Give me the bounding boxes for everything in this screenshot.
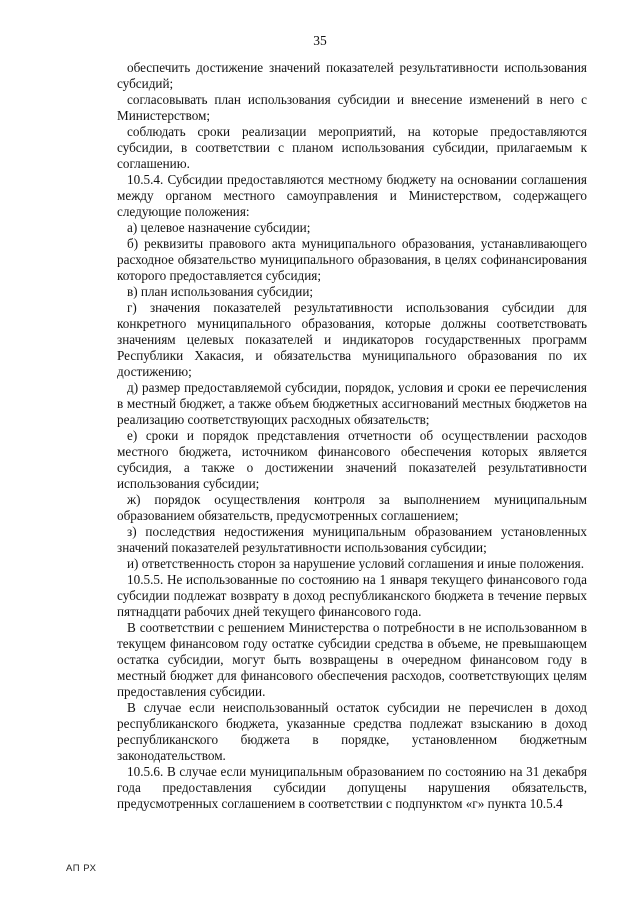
paragraph: б) реквизиты правового акта муниципального образования, устанавливающего расходное обязательство муниципального образования, в целях софинансирования которого предоставляется субсидия; bbox=[117, 236, 587, 283]
paragraph: 10.5.5. Не использованные по состоянию на 1 января текущего финансового года субсидии подлежат возврату в доход республиканского бюджета в течение первых пятнадцати рабочих дней текущего финансового года. bbox=[117, 572, 587, 619]
paragraph: и) ответственность сторон за нарушение условий соглашения и иные положения. bbox=[127, 556, 585, 571]
paragraph: обеспечить достижение значений показателей результативности использования субсидий; bbox=[117, 60, 587, 91]
paragraph: д) размер предоставляемой субсидии, порядок, условия и сроки ее перечисления в местный бюджет, а также объем бюджетных ассигнований местных бюджетов на реализацию соответствующих расходных обязательств; bbox=[117, 380, 587, 427]
paragraph: соблюдать сроки реализации мероприятий, на которые предоставляются субсидии, в соответствии с планом использования субсидии, прилагаемым к соглашению. bbox=[117, 124, 587, 171]
paragraph: а) целевое назначение субсидии; bbox=[127, 220, 311, 235]
paragraph: согласовывать план использования субсидии и внесение изменений в него с Министерством; bbox=[117, 92, 587, 123]
paragraph: ж) порядок осуществления контроля за выполнением муниципальным образованием обязательств, предусмотренных соглашением; bbox=[117, 492, 587, 523]
paragraph: В соответствии с решением Министерства о потребности в не использованном в текущем финансовом году остатке субсидии средства в объеме, не превышающем остатка субсидии, могут быть возвращены в очередном финансовом году в местный бюджет для финансового обеспечения расходов, соответствующих целям предоставления субсидии. bbox=[117, 620, 587, 699]
page-number: 35 bbox=[313, 33, 327, 48]
paragraph: В случае если неиспользованный остаток субсидии не перечислен в доход республиканского бюджета, указанные средства подлежат взысканию в доход республиканского бюджета в порядке, установленном бюджетным законодательством. bbox=[117, 700, 587, 763]
paragraph: е) сроки и порядок представления отчетности об осуществлении расходов местного бюджета, источником финансового обеспечения которых является субсидия, а также о достижении значений показателей результативности использования субсидии; bbox=[117, 428, 587, 491]
document-body bbox=[117, 60, 587, 812]
footer-mark: АП РХ bbox=[66, 863, 97, 874]
paragraph: 10.5.4. Субсидии предоставляются местному бюджету на основании соглашения между органом местного самоуправления и Министерством, содержащего следующие положения: bbox=[117, 172, 587, 219]
paragraph: 10.5.6. В случае если муниципальным образованием по состоянию на 31 декабря года предоставления субсидии допущены нарушения обязательств, предусмотренных соглашением в соответствии с подпунктом «г» пункта 10.5.4 bbox=[117, 764, 587, 811]
paragraph: г) значения показателей результативности использования субсидии для конкретного муниципального образования, которые должны соответствовать значениям целевых показателей и индикаторов государственных программ Республики Хакасия, и обязательства муниципального образования по их достижению; bbox=[117, 300, 587, 379]
paragraph: з) последствия недостижения муниципальным образованием установленных значений показателей результативности использования субсидии; bbox=[117, 524, 587, 555]
paragraph: в) план использования субсидии; bbox=[127, 284, 314, 299]
